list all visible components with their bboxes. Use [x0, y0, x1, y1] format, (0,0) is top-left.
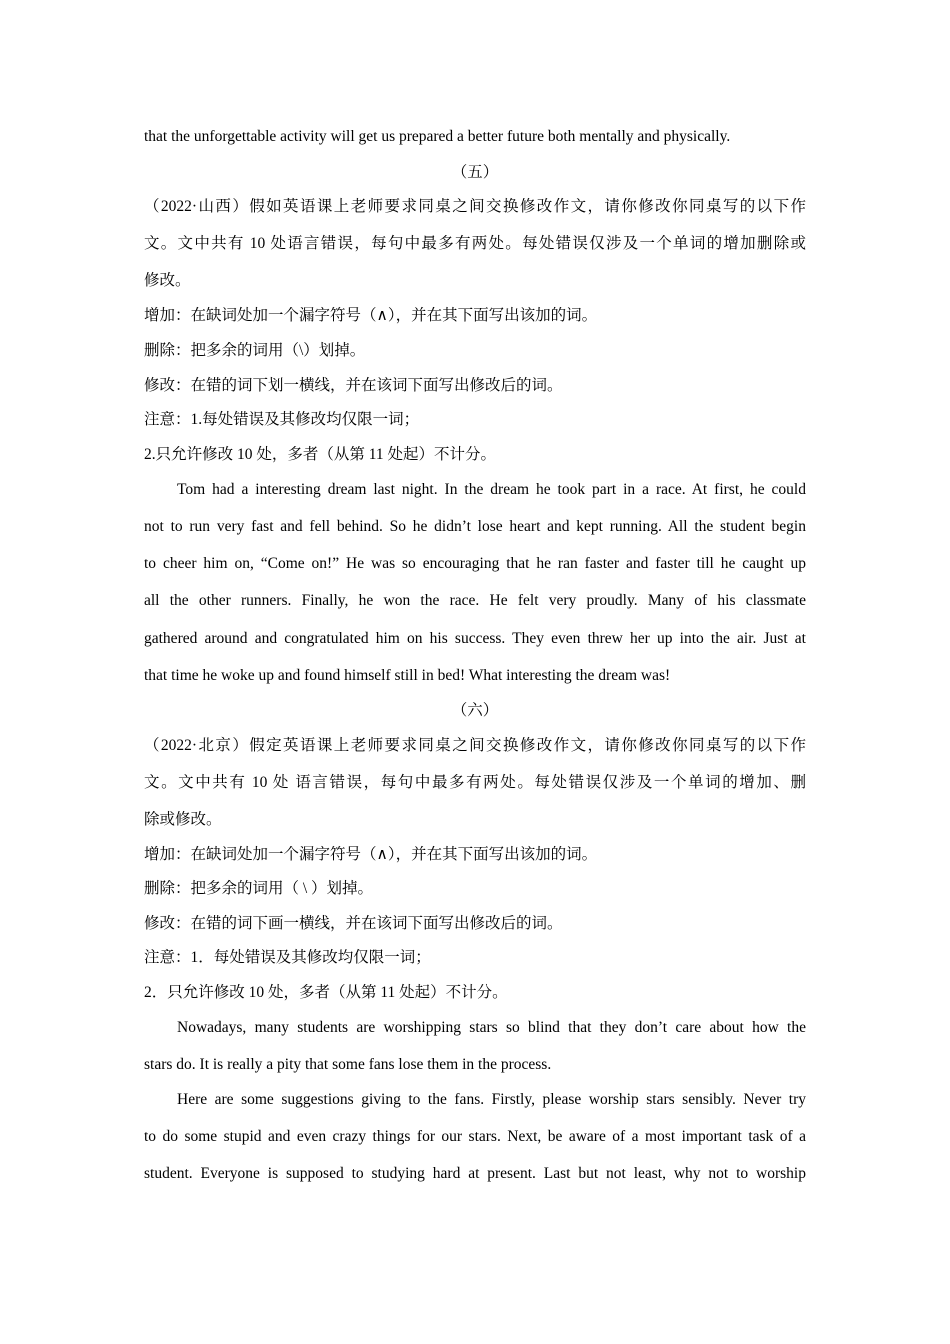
section-5-passage-line-6: that time he woke up and found himself still in bed! What interesting the dream was! [144, 667, 671, 684]
section-5-delete-rule: 删除：把多余的词用（\）划掉。 [144, 342, 366, 359]
section-6-passage-line-5: student. Everyone is supposed to studying hard at present. Last but not least, why not to worship [144, 1165, 806, 1182]
section-6-modify-rule: 修改：在错的词下画一横线，并在该词下面写出修改后的词。 [144, 915, 563, 932]
section-5-question-line-1: （2022·山西）假如英语课上老师要求同桌之间交换修改作文，请你修改你同桌写的以下作 [144, 198, 806, 215]
section-6-passage-line-1: Nowadays, many students are worshipping stars so blind that they don’t care about how the [177, 1019, 806, 1036]
section-5-note-1: 注意：1.每处错误及其修改均仅限一词； [144, 411, 420, 428]
section-5-passage-line-2: not to run very fast and fell behind. So he didn’t lose heart and kept running. All the student begin [144, 518, 806, 535]
section-6-delete-rule: 删除：把多余的词用（ \ ）划掉。 [144, 880, 374, 897]
section-6-passage-line-2: stars do. It is really a pity that some fans lose them in the process. [144, 1056, 552, 1073]
section-6-add-rule: 增加：在缺词处加一个漏字符号（∧），并在其下面写出该加的词。 [144, 846, 598, 863]
section-5-question-line-2: 文。文中共有 10 处语言错误，每句中最多有两处。每处错误仅涉及一个单词的增加删除或 [144, 235, 806, 252]
section-6-note-1: 注意：1．每处错误及其修改均仅限一词； [144, 949, 431, 966]
section-5-passage-line-5: gathered around and congratulated him on his success. They even threw her up into the air. Just at [144, 630, 806, 647]
section-5-note-2: 2.只允许修改 10 处，多者（从第 11 处起）不计分。 [144, 446, 497, 463]
section-6-question-line-3: 除或修改。 [144, 811, 222, 828]
section-5-passage-line-1: Tom had a interesting dream last night. In the dream he took part in a race. At first, he could [177, 481, 806, 498]
section-5-title: （五） [451, 164, 499, 181]
section-6-question-line-2: 文。文中共有 10 处 语言错误，每句中最多有两处。每处错误仅涉及一个单词的增加、删 [144, 774, 806, 791]
section-5-question-line-3: 修改。 [144, 272, 191, 289]
section-6-note-2: 2．只允许修改 10 处，多者（从第 11 处起）不计分。 [144, 984, 508, 1001]
section-5-add-rule: 增加：在缺词处加一个漏字符号（∧），并在其下面写出该加的词。 [144, 307, 598, 324]
section-5-modify-rule: 修改：在错的词下划一横线，并在该词下面写出修改后的词。 [144, 377, 563, 394]
section-6-passage-line-4: to do some stupid and even crazy things for our stars. Next, be aware of a most important task of a [144, 1128, 806, 1145]
section-5-passage-line-4: all the other runners. Finally, he won the race. He felt very proudly. Many of his classmate [144, 592, 806, 609]
continuation-line: that the unforgettable activity will get us prepared a better future both mentally and physically. [144, 128, 731, 145]
section-5-passage-line-3: to cheer him on, “Come on!” He was so encouraging that he ran faster and faster till he caught up [144, 555, 806, 572]
section-6-title: （六） [451, 702, 499, 719]
section-6-passage-line-3: Here are some suggestions giving to the fans. Firstly, please worship stars sensibly. Never try [177, 1091, 806, 1108]
section-6-question-line-1: （2022·北京）假定英语课上老师要求同桌之间交换修改作文，请你修改你同桌写的以下作 [144, 737, 806, 754]
